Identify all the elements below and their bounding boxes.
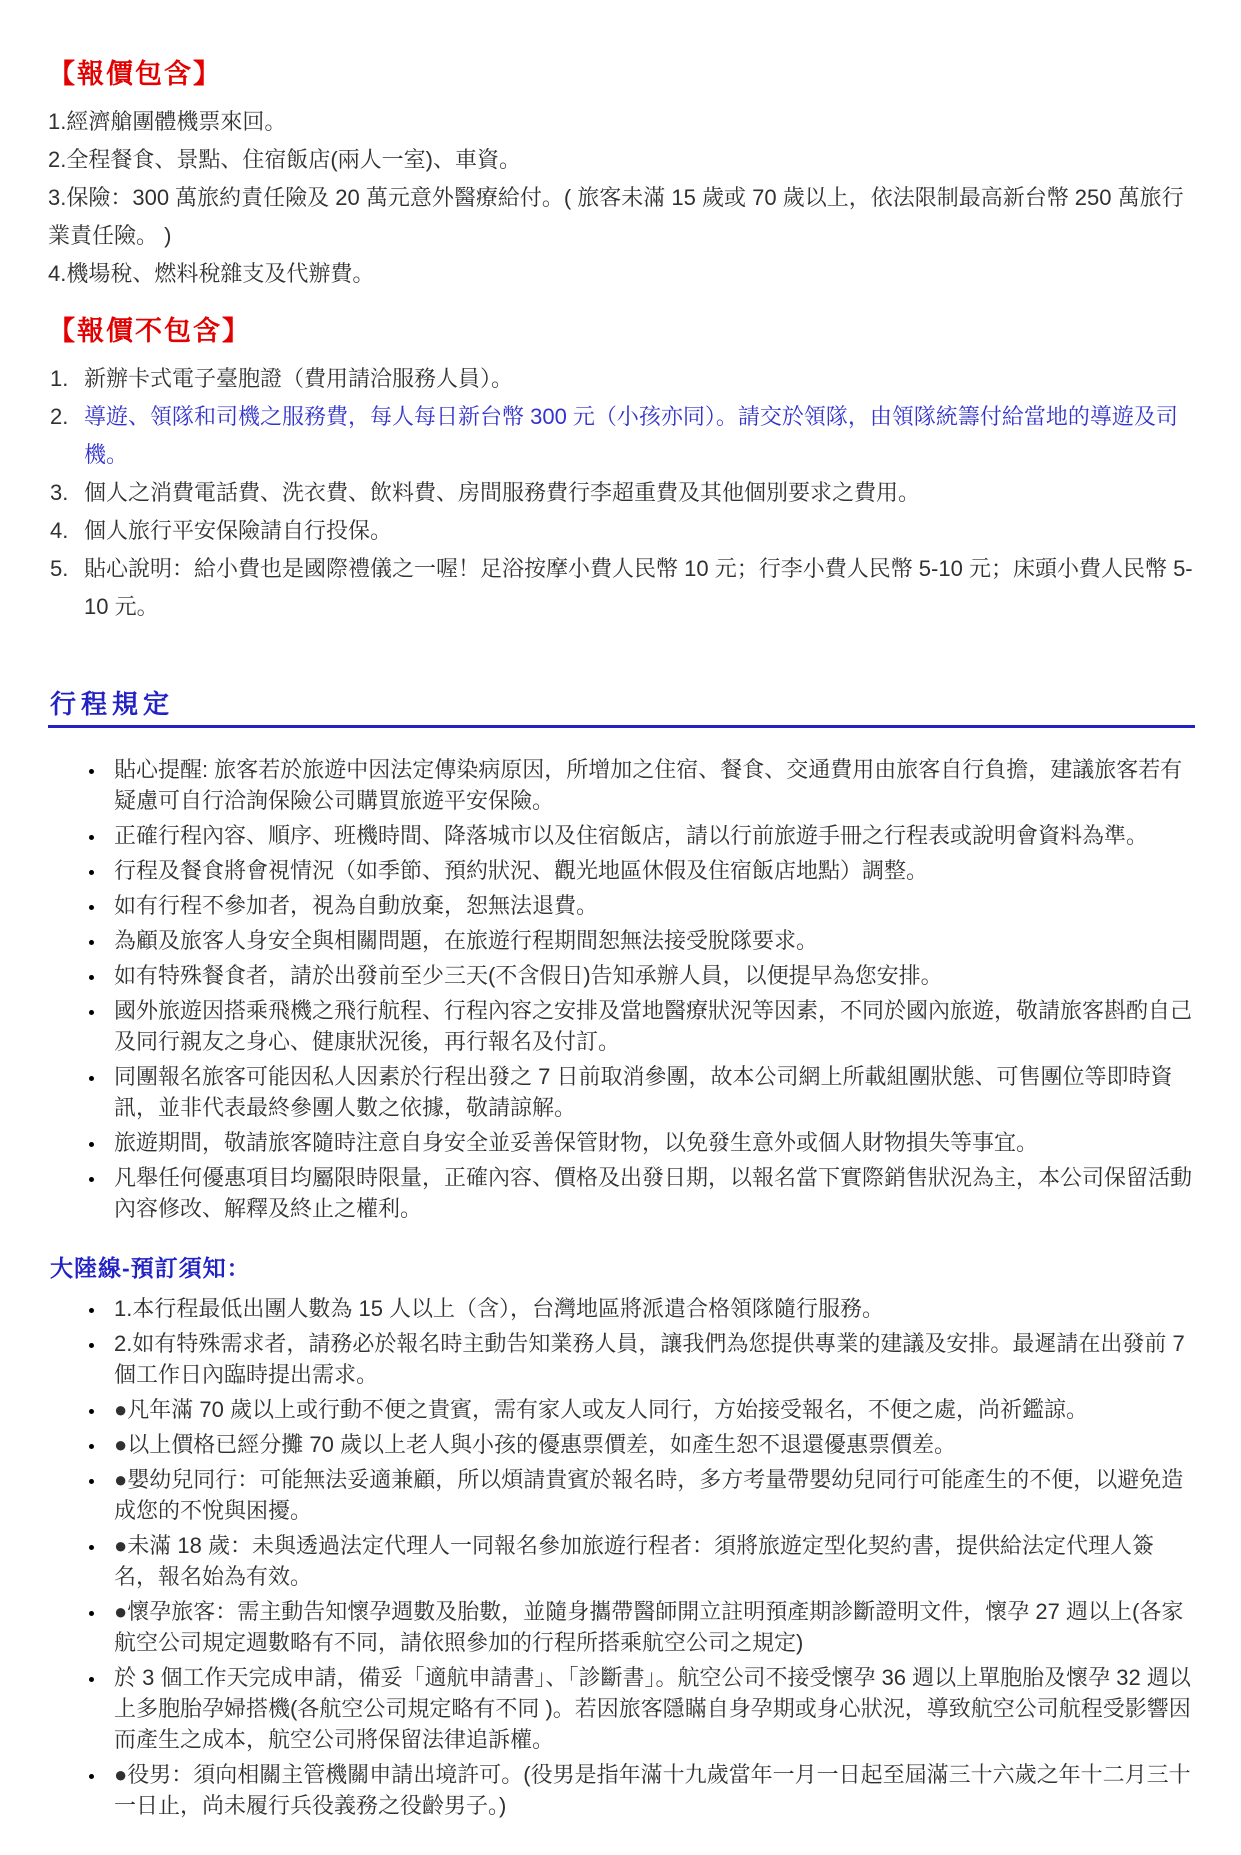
quote-excluded-item (50, 512, 1195, 550)
quote-included-item: 3.保險：300 萬旅約責任險及 20 萬元意外醫療給付。( 旅客未滿 15 歲或 70 歲以上，依法限制最高新台幣 250 萬旅行業責任險。 ) (48, 185, 1184, 248)
item-number: 2. (50, 404, 69, 429)
itinerary-rule-item: • 如有行程不參加者，視為自動放棄，恕無法退費。 (106, 890, 1195, 921)
section-title-quote-excluded: 【報價不包含】 (48, 316, 251, 346)
mainland-booking-note-item: • ●懷孕旅客：需主動告知懷孕週數及胎數，並隨身攜帶醫師開立註明預產期診斷證明文件，懷孕 27 週以上(各家航空公司規定週數略有不同，請依照參加的行程所搭乘航空公司之規定) (106, 1596, 1195, 1658)
itinerary-rule-item: • 國外旅遊因搭乘飛機之飛行航程、行程內容之安排及當地醫療狀況等因素，不同於國內旅遊，敬請旅客斟酌自己及同行親友之身心、健康狀況後，再行報名及付訂。 (106, 995, 1195, 1057)
itinerary-rule-item: • 旅遊期間，敬請旅客隨時注意自身安全並妥善保管財物，以免發生意外或個人財物損失等事宜。 (106, 1127, 1195, 1158)
item-text: 新辦卡式電子臺胞證（費用請洽服務人員）。 (84, 366, 514, 391)
item-number: 4. (50, 518, 69, 543)
item-text: 個人之消費電話費、洗衣費、飲料費、房間服務費行李超重費及其他個別要求之費用。 (84, 480, 921, 505)
quote-excluded-item (50, 474, 1195, 512)
section-title-mainland-booking-notes: 大陸線-預訂須知： (50, 1255, 251, 1281)
mainland-booking-note-item: • 1.本行程最低出團人數為 15 人以上（含），台灣地區將派遣合格領隊隨行服務。 (106, 1293, 1195, 1324)
mainland-booking-note-item: • ●以上價格已經分攤 70 歲以上老人與小孩的優惠票價差，如產生恕不退還優惠票價差。 (106, 1429, 1195, 1460)
quote-included-item: 1.經濟艙團體機票來回。 (48, 109, 287, 134)
itinerary-rule-item: • 為顧及旅客人身安全與相關問題，在旅遊行程期間恕無法接受脫隊要求。 (106, 925, 1195, 956)
quote-included-list (48, 103, 1195, 293)
quote-included-item: 4.機場稅、燃料稅雜支及代辦費。 (48, 261, 375, 286)
quote-included-item: 2.全程餐食、景點、住宿飯店(兩人一室)、車資。 (48, 147, 522, 172)
item-text: 個人旅行平安保險請自行投保。 (84, 518, 393, 543)
mainland-booking-note-item: • 於 3 個工作天完成申請，備妥「適航申請書」、「診斷書」。航空公司不接受懷孕 36 週以上單胞胎及懷孕 32 週以上多胞胎孕婦搭機(各航空公司規定略有不同 )。若因旅客隱瞞自身孕期或身心狀況，導致航空公司航程受影響因而產生之成本，航空公司將保留法律追訴權。 (106, 1662, 1195, 1755)
mainland-booking-note-item: • ●未滿 18 歲：未與透過法定代理人一同報名參加旅遊行程者：須將旅遊定型化契約書，提供給法定代理人簽名，報名始為有效。 (106, 1530, 1195, 1592)
section-title-itinerary-rules: 行程規定 (50, 689, 175, 719)
itinerary-rule-item: • 如有特殊餐食者，請於出發前至少三天(不含假日)告知承辦人員，以便提早為您安排。 (106, 960, 1195, 991)
quote-excluded-item (50, 550, 1195, 626)
itinerary-rules-list (106, 754, 1195, 1224)
item-text: 導遊、領隊和司機之服務費，每人每日新台幣 300 元（小孩亦同）。請交於領隊，由領隊統籌付給當地的導遊及司機。 (84, 404, 1178, 467)
itinerary-rule-item: • 同團報名旅客可能因私人因素於行程出發之 7 日前取消參團，故本公司網上所載組團狀態、可售團位等即時資訊，並非代表最終參團人數之依據，敬請諒解。 (106, 1061, 1195, 1123)
mainland-booking-note-item: • ●役男：須向相關主管機關申請出境許可。(役男是指年滿十九歲當年一月一日起至屆滿三十六歲之年十二月三十一日止，尚未履行兵役義務之役齡男子。) (106, 1759, 1195, 1821)
itinerary-rule-item: • 凡舉任何優惠項目均屬限時限量，正確內容、價格及出發日期，以報名當下實際銷售狀況為主，本公司保留活動內容修改、解釋及終止之權利。 (106, 1162, 1195, 1224)
item-text: 貼心說明：給小費也是國際禮儀之一喔！足浴按摩小費人民幣 10 元；行李小費人民幣 5-10 元；床頭小費人民幣 5-10 元。 (84, 556, 1193, 619)
section-title-quote-included: 【報價包含】 (48, 59, 222, 89)
item-number: 3. (50, 480, 69, 505)
itinerary-rule-item: • 貼心提醒: 旅客若於旅遊中因法定傳染病原因，所增加之住宿、餐食、交通費用由旅客自行負擔，建議旅客若有疑慮可自行洽詢保險公司購買旅遊平安保險。 (106, 754, 1195, 816)
mainland-booking-note-item: • ●凡年滿 70 歲以上或行動不便之貴賓，需有家人或友人同行，方始接受報名，不便之處，尚祈鑑諒。 (106, 1394, 1195, 1425)
item-number: 1. (50, 366, 69, 391)
item-number: 5. (50, 556, 69, 581)
mainland-booking-note-item: • ●嬰幼兒同行：可能無法妥適兼顧，所以煩請貴賓於報名時，多方考量帶嬰幼兒同行可能產生的不便，以避免造成您的不悅與困擾。 (106, 1464, 1195, 1526)
quote-excluded-list (50, 360, 1195, 626)
section-divider-rule (48, 725, 1195, 728)
itinerary-rule-item: • 正確行程內容、順序、班機時間、降落城市以及住宿飯店，請以行前旅遊手冊之行程表或說明會資料為準。 (106, 820, 1195, 851)
mainland-booking-notes-list (106, 1293, 1195, 1821)
mainland-booking-section (48, 1250, 1195, 1821)
itinerary-rule-item: • 行程及餐食將會視情況（如季節、預約狀況、觀光地區休假及住宿飯店地點）調整。 (106, 855, 1195, 886)
quote-excluded-item (50, 360, 1195, 398)
mainland-booking-note-item: • 2.如有特殊需求者，請務必於報名時主動告知業務人員，讓我們為您提供專業的建議及安排。最遲請在出發前 7 個工作日內臨時提出需求。 (106, 1328, 1195, 1390)
quote-excluded-item (50, 398, 1195, 474)
